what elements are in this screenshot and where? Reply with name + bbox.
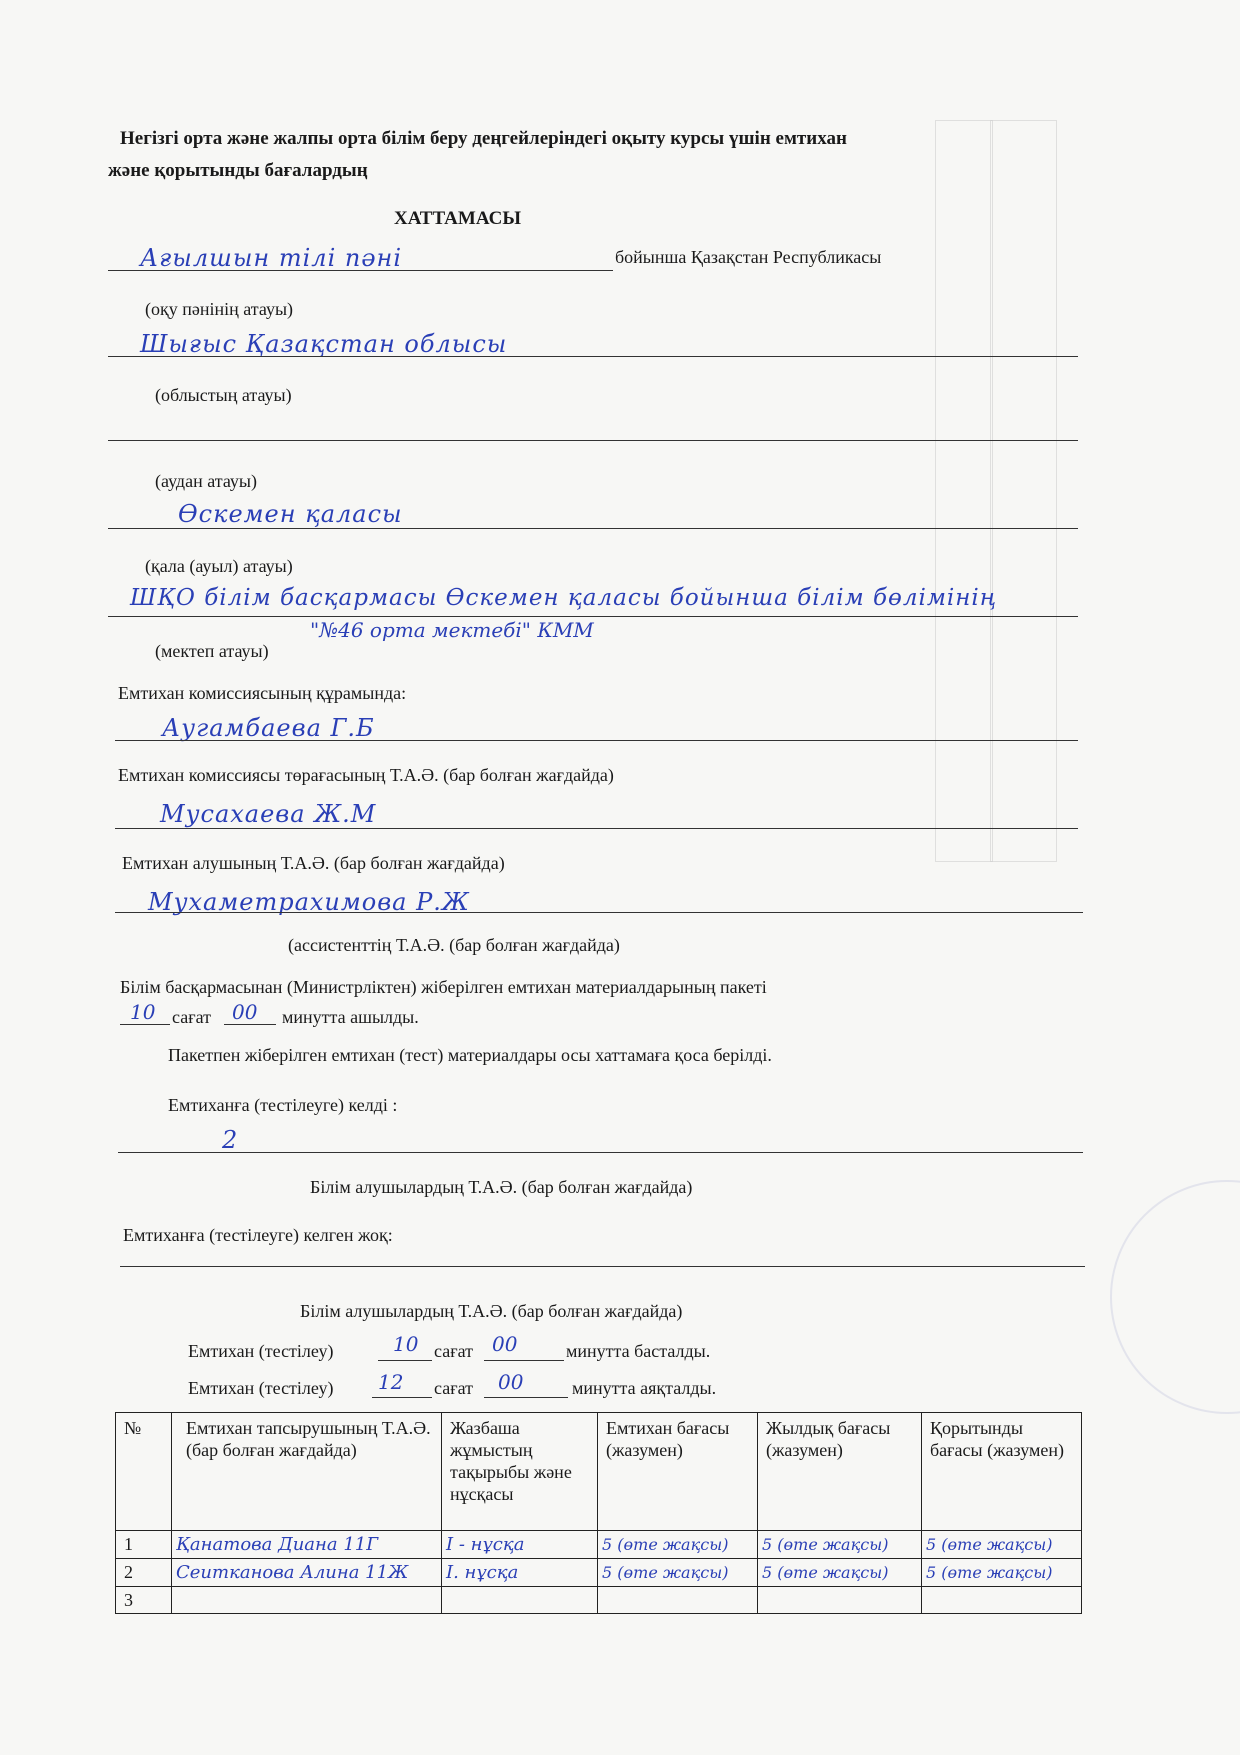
package-attached: Пакетпен жіберілген емтихан (тест) материалдары осы хаттамаға қоса берілді. — [168, 1045, 772, 1065]
subject-underline — [108, 270, 613, 271]
table-cell — [598, 1531, 758, 1559]
city-value: Өскемен қаласы — [178, 500, 403, 528]
table-row — [116, 1587, 1082, 1614]
district-caption: (аудан атауы) — [155, 471, 257, 491]
table-cell — [922, 1587, 1082, 1614]
end-minute-underline — [484, 1397, 568, 1398]
table-header-cell: № — [116, 1413, 172, 1531]
start-minute-underline — [484, 1360, 564, 1361]
end-hour: 12 — [378, 1370, 404, 1394]
end-hour-underline — [372, 1397, 432, 1398]
package-hour-label: сағат — [172, 1007, 211, 1027]
table-cell — [758, 1559, 922, 1587]
school-value-line2: "№46 орта мектебі" КММ — [310, 618, 594, 642]
student-name: Сеитканова Алина 11Ж — [176, 1562, 409, 1583]
variant: I - нұсқа — [446, 1534, 525, 1555]
start-suffix: минутта басталды. — [566, 1341, 711, 1361]
table-cell — [922, 1531, 1082, 1559]
table-header-cell: Емтихан тапсырушының Т.А.Ә. (бар болған жағдайда) — [172, 1413, 442, 1531]
final-grade: 5 (өте жақсы) — [926, 1563, 1053, 1582]
arrived-underline — [118, 1152, 1083, 1153]
document-title-line2: және қорытынды бағалардың — [108, 160, 368, 181]
school-value-line1: ШҚО білім басқармасы Өскемен қаласы бойынша білім бөлімінің — [130, 585, 998, 611]
package-minute-underline — [224, 1024, 276, 1025]
table-cell: 2 — [116, 1559, 172, 1587]
absent-caption: Білім алушылардың Т.А.Ә. (бар болған жағдайда) — [300, 1301, 683, 1321]
table-header-cell: Жылдық бағасы (жазумен) — [758, 1413, 922, 1531]
school-underline — [108, 616, 1078, 617]
table-cell — [598, 1559, 758, 1587]
table-header-cell: Жазбаша жұмыстың тақырыбы және нұсқасы — [442, 1413, 598, 1531]
commission-chair-underline — [115, 740, 1078, 741]
package-minute-label: минутта ашылды. — [282, 1007, 419, 1027]
absent-label: Емтиханға (тестілеуге) келген жоқ: — [123, 1225, 393, 1245]
table-header-cell: Қорытынды бағасы (жазумен) — [922, 1413, 1082, 1531]
document-title-line1: Негізгі орта және жалпы орта білім беру деңгейлеріндегі оқыту курсы үшін емтихан — [120, 128, 847, 149]
table-row — [116, 1559, 1082, 1587]
document-heading: ХАТТАМАСЫ — [394, 208, 521, 229]
bleed-through-table — [935, 120, 1057, 862]
table-cell — [172, 1531, 442, 1559]
arrived-value: 2 — [222, 1126, 239, 1154]
table-row — [116, 1531, 1082, 1559]
end-hour-label: сағат — [434, 1378, 473, 1398]
final-grade: 5 (өте жақсы) — [926, 1535, 1053, 1554]
student-name: Қанатова Диана 11Г — [176, 1534, 379, 1555]
package-text: Білім басқармасынан (Министрліктен) жіберілген емтихан материалдарының пакеті — [120, 977, 767, 997]
assistant-label: (ассистенттің Т.А.Ә. (бар болған жағдайда) — [288, 935, 620, 955]
start-hour: 10 — [393, 1332, 419, 1356]
table-cell: 3 — [116, 1587, 172, 1614]
table-cell: 1 — [116, 1531, 172, 1559]
end-minute: 00 — [498, 1370, 524, 1394]
table-cell — [172, 1559, 442, 1587]
district-underline — [108, 440, 1078, 441]
examiner-value: Мусахаева Ж.М — [160, 800, 377, 828]
city-caption: (қала (ауыл) атауы) — [145, 556, 293, 576]
subject-caption: (оқу пәнінің атауы) — [145, 299, 294, 319]
bleed-through-table-inner — [990, 120, 993, 862]
grades-table — [115, 1412, 1082, 1614]
table-header-cell: Емтихан бағасы (жазумен) — [598, 1413, 758, 1531]
table-cell — [172, 1587, 442, 1614]
start-prefix: Емтихан (тестілеу) — [188, 1341, 334, 1361]
region-value: Шығыс Қазақстан облысы — [140, 330, 508, 358]
table-cell — [598, 1587, 758, 1614]
package-hour: 10 — [130, 1000, 156, 1024]
package-minute: 00 — [232, 1000, 258, 1024]
table-cell — [758, 1531, 922, 1559]
school-caption: (мектеп атауы) — [155, 641, 269, 661]
annual-grade: 5 (өте жақсы) — [762, 1535, 889, 1554]
commission-chair-label: Емтихан комиссиясы төрағасының Т.А.Ә. (бар болған жағдайда) — [118, 765, 614, 785]
table-cell — [922, 1559, 1082, 1587]
table-cell — [758, 1587, 922, 1614]
table-cell — [442, 1531, 598, 1559]
exam-grade: 5 (өте жақсы) — [602, 1563, 729, 1582]
end-suffix: минутта аяқталды. — [572, 1378, 717, 1398]
package-hour-underline — [120, 1024, 170, 1025]
examiner-label: Емтихан алушының Т.А.Ә. (бар болған жағдайда) — [122, 853, 505, 873]
city-underline — [108, 528, 1078, 529]
region-underline — [108, 356, 1078, 357]
start-hour-label: сағат — [434, 1341, 473, 1361]
commission-intro: Емтихан комиссиясының құрамында: — [118, 683, 407, 703]
commission-chair-value: Аугамбаева Г.Б — [162, 714, 375, 742]
assistant-value: Мухаметрахимова Р.Ж — [148, 888, 470, 916]
variant: I. нұсқа — [446, 1562, 519, 1583]
subject-value: Ағылшын тілі пәні — [140, 244, 403, 272]
start-hour-underline — [378, 1360, 432, 1361]
exam-grade: 5 (өте жақсы) — [602, 1535, 729, 1554]
start-minute: 00 — [492, 1332, 518, 1356]
arrived-label: Емтиханға (тестілеуге) келді : — [168, 1095, 398, 1115]
table-cell — [442, 1559, 598, 1587]
bleed-through-stamp — [1110, 1180, 1240, 1414]
absent-underline — [120, 1266, 1085, 1267]
examiner-underline — [115, 828, 1078, 829]
assistant-underline — [115, 912, 1083, 913]
arrived-caption: Білім алушылардың Т.А.Ә. (бар болған жағдайда) — [310, 1177, 693, 1197]
subject-suffix: бойынша Қазақстан Республикасы — [615, 247, 882, 267]
table-cell — [442, 1587, 598, 1614]
region-caption: (облыстың атауы) — [155, 385, 292, 405]
table-header-row — [116, 1413, 1082, 1531]
annual-grade: 5 (өте жақсы) — [762, 1563, 889, 1582]
end-prefix: Емтихан (тестілеу) — [188, 1378, 334, 1398]
